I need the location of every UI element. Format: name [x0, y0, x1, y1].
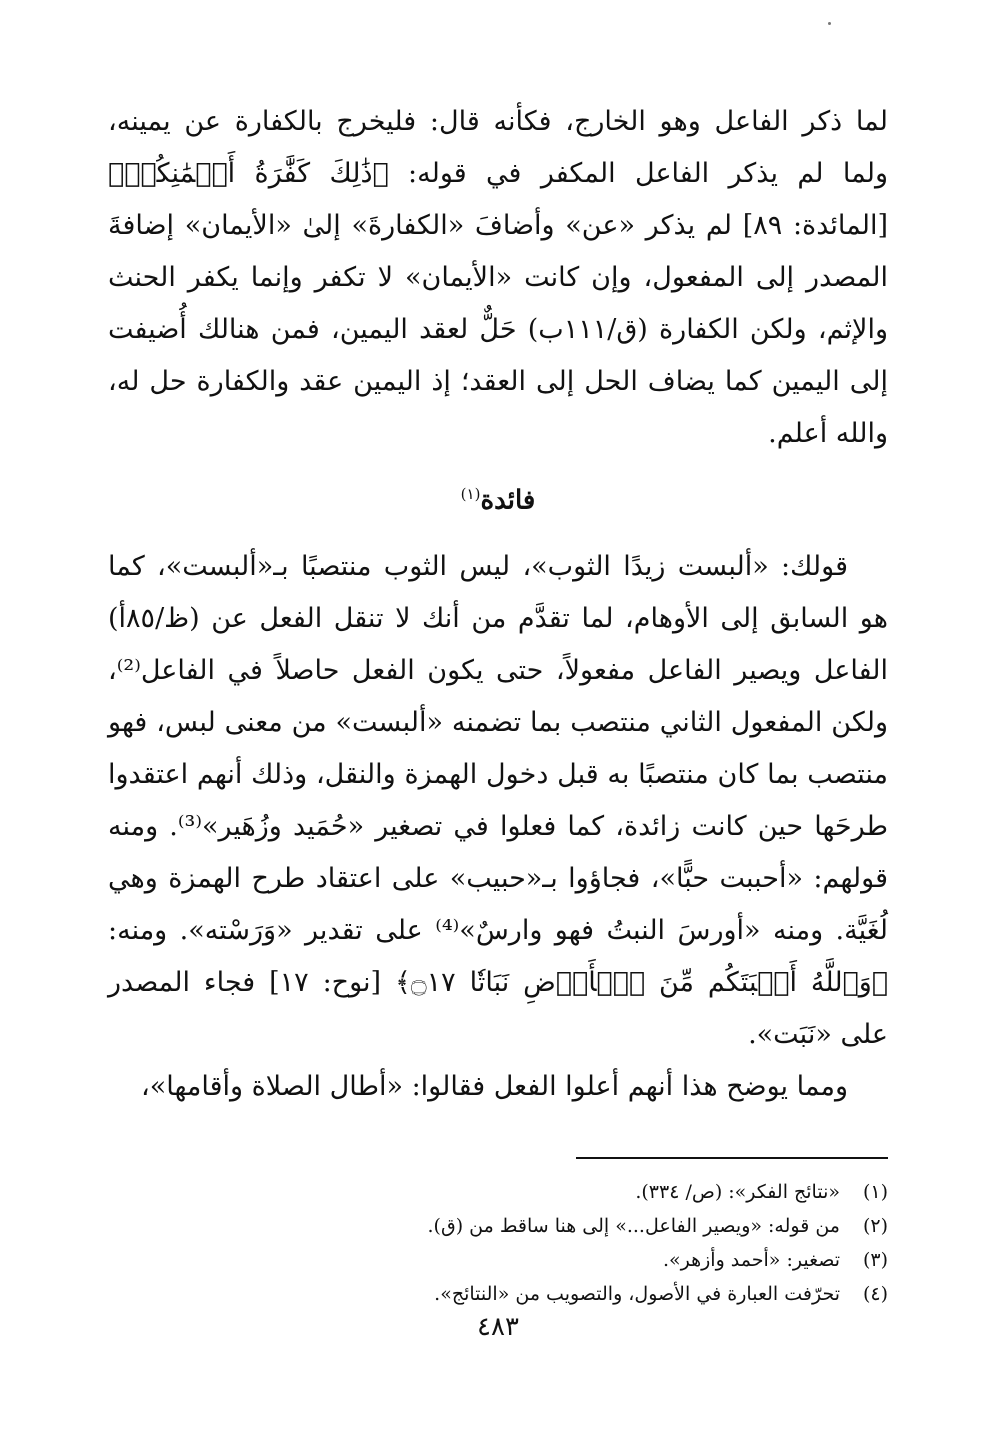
- footnote-number: (٤): [862, 1282, 888, 1305]
- paragraph-3: ومما يوضح هذا أنهم أعلوا الفعل فقالوا: «أطال الصلاة وأقامها»،: [141, 1070, 848, 1102]
- footnote-number: (٣): [862, 1248, 888, 1271]
- footnote-text: تصغير: «أحمد وأزهر».: [662, 1248, 840, 1271]
- heading-text: فائدة: [480, 485, 536, 516]
- footnotes: [108, 1175, 888, 1311]
- page-number: ٤٨٣: [477, 1312, 519, 1342]
- footnote-text: «نتائج الفكر»: (ص/ ٣٣٤).: [635, 1180, 840, 1203]
- footnote-text: تحرّفت العبارة في الأصول، والتصويب من «النتائج».: [434, 1282, 840, 1305]
- footnote-item: [108, 1209, 888, 1243]
- footnote-item: [108, 1175, 888, 1209]
- footnote-number: (٢): [862, 1214, 888, 1237]
- heading-footnote-ref: (١): [460, 485, 481, 503]
- paragraph-1: لما ذكر الفاعل وهو الخارج، فكأنه قال: فليخرج بالكفارة عن يمينه، ولما لم يذكر الفاعل المكفر في قوله: ﴿ذَٰلِكَ كَفَّٰرَةُ أَيۡمَٰنِكُمۡ﴾ [المائدة: ٨٩] لم يذكر «عن» وأضافَ «الكفارةَ» إلىٰ «الأيمان» إضافةَ المصدر إلى المفعول، وإن كانت «الأيمان» لا تكفر وإنما يكفر الحنث والإثم، ولكن الكفارة (ق/١١١ب) حَلٌّ لعقد اليمين، فمن هنالك أُضيفت إلى اليمين كما يضاف الحل إلى العقد؛ إذ اليمين عقد والكفارة حل له، والله أعلم.: [108, 106, 888, 449]
- footnote-item: [108, 1243, 888, 1277]
- footnote-number: (١): [862, 1180, 888, 1203]
- footnote-text: من قوله: «ويصير الفاعل...» إلى هنا ساقط من (ق).: [427, 1214, 840, 1237]
- footnote-divider: [576, 1157, 888, 1159]
- scan-speck: [828, 22, 831, 25]
- paragraph-2: قولك: «ألبست زيدًا الثوب»، ليس الثوب منتصبًا بـ«ألبست»، كما هو السابق إلى الأوهام، لما تقدَّم من أنك لا تنقل الفعل عن (ظ/٨٥أ) الفاعل ويصير الفاعل مفعولاً، حتى يكون الفعل حاصلاً في الفاعل⁽²⁾، ولكن المفعول الثاني منتصب بما تضمنه «ألبست» من معنى لبس، فهو منتصب بما كان منتصبًا به قبل دخول الهمزة والنقل، وذلك أنهم اعتقدوا طرحَها حين كانت زائدة، كما فعلوا في تصغير «حُمَيد وزُهَير»⁽³⁾. ومنه قولهم: «أحببت حبًّا»، فجاؤوا بـ«حبيب» على اعتقاد طرح الهمزة وهي لُغَيَّة. ومنه «أورسَ النبتُ فهو وارسٌ»⁽⁴⁾ على تقدير «وَرَسْته». ومنه: ﴿وَٱللَّهُ أَنۢبَتَكُم مِّنَ ٱلۡأَرۡضِ نَبَاتٗا ۝١٧﴾ [نوح: ١٧] فجاء المصدر على «نَبَت».: [108, 550, 889, 1050]
- section-heading: [108, 468, 888, 527]
- footnote-item: [108, 1277, 888, 1311]
- book-page: [108, 96, 888, 1396]
